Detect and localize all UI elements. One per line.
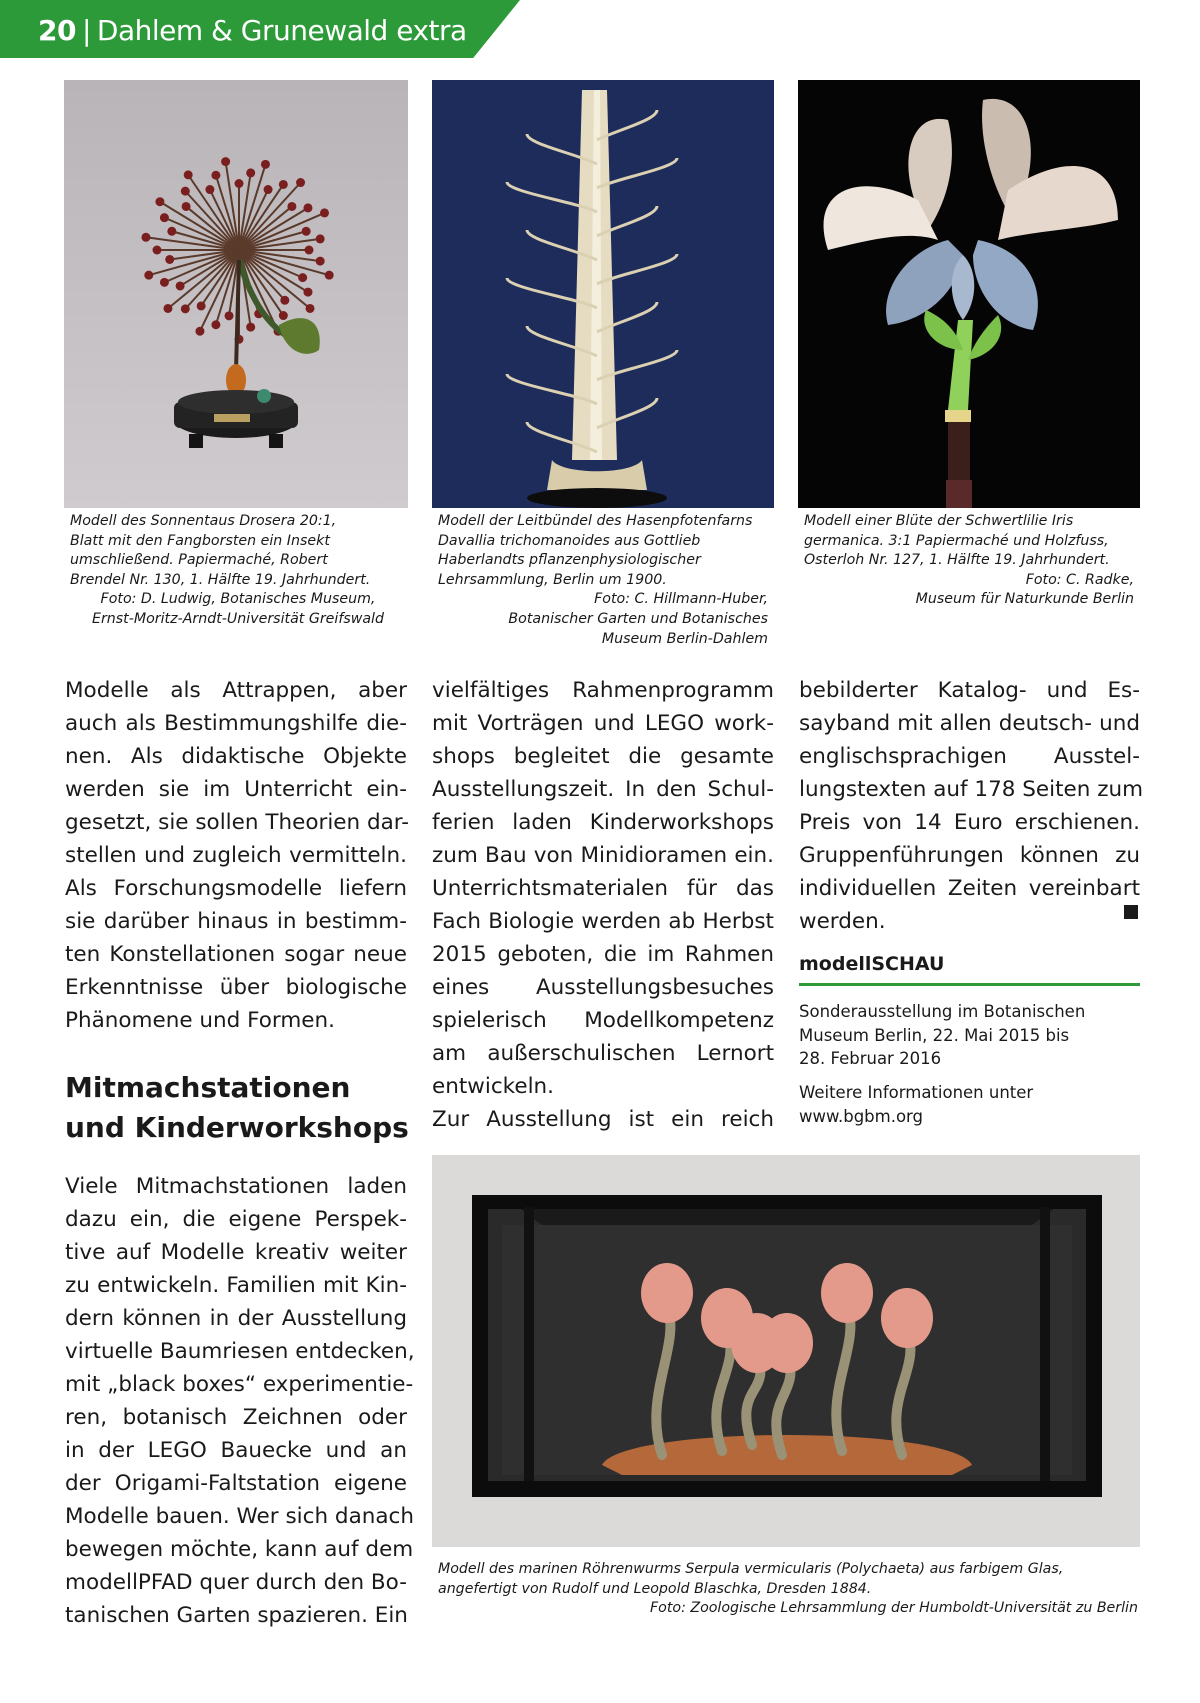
caption-drosera	[70, 512, 406, 630]
caption-credit: Foto: D. Ludwig, Botanisches Museum,	[100, 591, 376, 608]
text-line: nen. Als didaktische Objekte	[65, 744, 407, 769]
infobox-line: Sonderausstellung im Botanischen	[799, 1002, 1086, 1021]
caption-iris	[804, 512, 1134, 610]
caption-credit: Museum Berlin-Dahlem	[601, 630, 768, 647]
article-end-mark	[1124, 905, 1138, 919]
infobox-more-info	[799, 1081, 1140, 1128]
caption-credit: Foto: C. Radke,	[1025, 571, 1134, 588]
text-line: in der LEGO Bauecke und an	[65, 1438, 407, 1463]
text-line: Unterrichtsmaterialen für das	[432, 876, 774, 901]
text-line: vielfältiges Rahmenprogramm	[432, 678, 774, 703]
text-line: spielerisch Modellkompetenz	[432, 1008, 774, 1033]
article-column-1	[65, 674, 410, 1037]
caption-line: Haberlandts pflanzenphysiologischer	[438, 552, 701, 569]
text-line: werden sie im Unterricht ein-	[65, 777, 407, 802]
text-line: shops begleitet die gesamte	[432, 744, 774, 769]
infobox-rule	[799, 983, 1140, 986]
caption-line: Brendel Nr. 130, 1. Hälfte 19. Jahrhundert.	[70, 571, 371, 588]
article-column-2	[432, 674, 774, 1136]
text-line: dern können in der Ausstellung	[65, 1306, 407, 1331]
text-line: tive auf Modelle kreativ weiter	[65, 1240, 407, 1265]
text-line: Modelle bauen. Wer sich danach	[65, 1504, 414, 1529]
text-line: entwickeln.	[432, 1074, 555, 1099]
caption-line: Osterloh Nr. 127, 1. Hälfte 19. Jahrhundert.	[804, 552, 1110, 569]
text-line: sayband mit allen deutsch- und	[799, 711, 1140, 736]
caption-line: angefertigt von Rudolf und Leopold Blaschka, Dresden 1884.	[438, 1580, 872, 1597]
text-line: Modelle als Attrappen, aber	[65, 678, 407, 703]
text-line: Gruppenführungen können zu	[799, 843, 1140, 868]
text-line: 2015 geboten, die im Rahmen	[432, 942, 774, 967]
text-line: Phänomene und Formen.	[65, 1008, 335, 1033]
caption-line: Modell einer Blüte der Schwertlilie Iris	[804, 513, 1074, 529]
text-line: bewegen möchte, kann auf dem	[65, 1537, 414, 1562]
text-line: englischsprachigen Ausstel-	[799, 744, 1140, 769]
text-line: zum Bau von Minidioramen ein.	[432, 843, 774, 868]
caption-fern	[438, 512, 768, 649]
subheading-line: Mitmachstationen	[65, 1071, 351, 1104]
caption-line: Modell des marinen Röhrenwurms Serpula vermicularis (Polychaeta) aus farbigem Glas,	[438, 1561, 1064, 1577]
caption-line: Lehrsammlung, Berlin um 1900.	[438, 571, 667, 588]
caption-line: Modell der Leitbündel des Hasenpfotenfarns	[438, 513, 753, 529]
text-line: ferien laden Kinderworkshops	[432, 810, 774, 835]
caption-credit: Foto: C. Hillmann-Huber,	[594, 591, 768, 608]
text-line: gesetzt, sie sollen Theorien dar-	[65, 810, 410, 835]
caption-line: Davallia trichomanoides aus Gottlieb	[438, 532, 701, 549]
header-separator: |	[81, 14, 91, 47]
photo-fern-vascular-model	[432, 80, 774, 508]
text-line: virtuelle Baumriesen entdecken,	[65, 1339, 415, 1364]
caption-line: umschließend. Papiermaché, Robert	[70, 552, 328, 569]
infobox-url[interactable]: www.bgbm.org	[799, 1106, 924, 1126]
text-line: mit Vorträgen und LEGO work-	[432, 711, 774, 736]
infobox-title: modellSCHAU	[799, 953, 945, 975]
infobox-line: Weitere Informationen unter	[799, 1083, 1034, 1102]
section-title: Dahlem & Grunewald extra	[96, 14, 467, 47]
caption-line: Blatt mit den Fangborsten ein Insekt	[70, 532, 330, 549]
caption-credit: Museum für Naturkunde Berlin	[915, 591, 1134, 608]
caption-line: Modell des Sonnentaus Drosera 20:1,	[70, 513, 337, 529]
text-line: Erkenntnisse über biologische	[65, 975, 407, 1000]
text-line: lungstexten auf 178 Seiten zum	[799, 777, 1144, 802]
text-line: mit „black boxes“ experimentie-	[65, 1372, 414, 1397]
photo-tubeworm-model	[432, 1155, 1140, 1547]
text-line: am außerschulischen Lernort	[432, 1041, 774, 1066]
text-line: stellen und zugleich vermitteln.	[65, 843, 407, 868]
caption-credit: Botanischer Garten und Botanisches	[508, 610, 768, 627]
page-number: 20	[38, 14, 76, 47]
text-line: Ausstellungszeit. In den Schul-	[432, 777, 774, 802]
caption-line: germanica. 3:1 Papiermaché und Holzfuss,	[804, 532, 1109, 549]
infobox-line: Museum Berlin, 22. Mai 2015 bis	[799, 1025, 1070, 1045]
text-line: Als Forschungsmodelle liefern	[65, 876, 407, 901]
caption-credit: Ernst-Moritz-Arndt-Universität Greifswald	[92, 610, 384, 627]
text-line: sie darüber hinaus in bestimm-	[65, 909, 407, 934]
article-column-3	[799, 674, 1144, 938]
infobox-exhibition	[799, 1000, 1140, 1071]
text-line: Fach Biologie werden ab Herbst	[432, 909, 774, 934]
subheading-line: und Kinderworkshops	[65, 1111, 409, 1144]
text-line: werden.	[799, 909, 886, 934]
text-line: ten Konstellationen sogar neue	[65, 942, 407, 967]
text-line: modellPFAD quer durch den Bo-	[65, 1570, 407, 1595]
text-line: zu entwickeln. Familien mit Kin-	[65, 1273, 407, 1298]
text-line: der Origami-Faltstation eigene	[65, 1471, 407, 1496]
text-line: tanischen Garten spazieren. Ein	[65, 1603, 408, 1628]
text-line: Zur Ausstellung ist ein reich	[432, 1107, 774, 1132]
infobox-line: 28. Februar 2016	[799, 1049, 942, 1068]
photo-drosera-model	[64, 80, 408, 508]
article-column-1-continued	[65, 1170, 415, 1632]
text-line: individuellen Zeiten vereinbart	[799, 876, 1140, 901]
text-line: bebilderter Katalog- und Es-	[799, 678, 1140, 703]
caption-credit: Foto: Zoologische Lehrsammlung der Humboldt-Universität zu Berlin	[649, 1600, 1138, 1617]
text-line: auch als Bestimmungshilfe die-	[65, 711, 407, 736]
section-subheading	[65, 1068, 425, 1148]
text-line: Viele Mitmachstationen laden	[65, 1174, 407, 1199]
text-line: Preis von 14 Euro erschienen.	[799, 810, 1140, 835]
page-header	[38, 14, 467, 47]
photo-iris-model	[798, 80, 1140, 508]
text-line: ren, botanisch Zeichnen oder	[65, 1405, 407, 1430]
caption-tubeworm	[438, 1560, 1138, 1619]
text-line: eines Ausstellungsbesuches	[432, 975, 774, 1000]
text-line: dazu ein, die eigene Perspek-	[65, 1207, 407, 1232]
